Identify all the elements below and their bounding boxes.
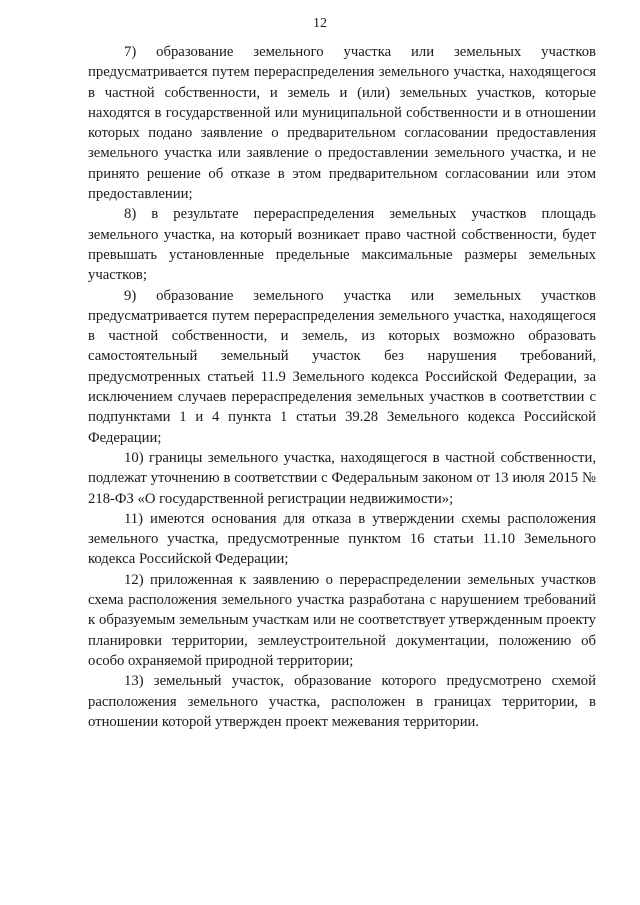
paragraph-item-8: 8) в результате перераспределения земельных участков площадь земельного участка, на который возникает право частной собственности, будет превышать установленные предельные максимальные размеры земельных участков; [88, 206, 596, 284]
paragraph-item-11: 11) имеются основания для отказа в утверждении схемы расположения земельного участка, предусмотренные пунктом 16 статьи 11.10 Земельного кодекса Российской Федерации; [88, 510, 596, 568]
paragraph-item-10: 10) границы земельного участка, находящегося в частной собственности, подлежат уточнению в соответствии с Федеральным законом от 13 июля 2015 № 218-ФЗ «О государственной регистрации недвижимости»; [88, 449, 596, 507]
paragraph-item-7: 7) образование земельного участка или земельных участков предусматривается путем перераспределения земельного участка, находящегося в частной собственности, и земель и (или) земельных участков, которые находятся в государственной или муниципальной собственности и в отношении которых подано заявление о предварительном согласовании предоставления земельного участка или заявление о предоставлении земельного участка, и не принято решение об отказе в этом предварительном согласовании или этом предоставлении; [88, 44, 596, 203]
paragraph-item-12: 12) приложенная к заявлению о перераспределении земельных участков схема расположения земельного участка разработана с нарушением требований к образуемым земельным участкам или не соответствует утвержденным проекту планировки территории, землеустроительной документации, положению об особо охраняемой природной территории; [88, 571, 596, 669]
paragraph-item-13: 13) земельный участок, образование которого предусмотрено схемой расположения земельного участка, расположен в границах территории, в отношении которой утвержден проект межевания территории. [88, 673, 596, 730]
page-number: 12 [313, 16, 327, 31]
document-body [88, 42, 596, 732]
paragraph-item-9: 9) образование земельного участка или земельных участков предусматривается путем перераспределения земельного участка, находящегося в частной собственности, и земель, из которых возможно образовать самостоятельный земельный участок без нарушения требований, предусмотренных статьей 11.9 Земельного кодекса Российской Федерации, за исключением случаев перераспределения земельных участков в соответствии с подпунктами 1 и 4 пункта 1 статьи 39.28 Земельного кодекса Российской Федерации; [88, 287, 596, 446]
